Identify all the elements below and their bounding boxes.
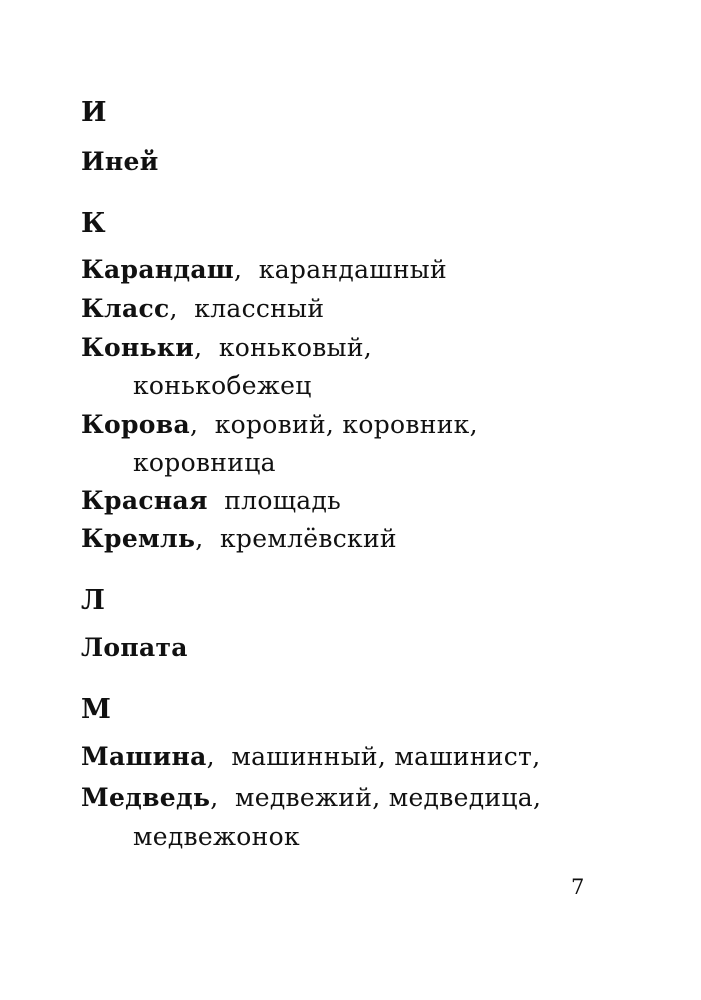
headword: Иней	[81, 147, 159, 176]
dictionary-entry	[81, 740, 540, 774]
derived-words: коровий, коровник,	[214, 410, 478, 439]
derived-words: машинный, машинист,	[231, 742, 541, 771]
derived-words: медвежий, медведица,	[235, 783, 542, 812]
dictionary-entry	[81, 292, 324, 326]
section-letter-l: Л	[81, 585, 106, 616]
dictionary-entry	[81, 145, 159, 179]
section-letter-i: И	[81, 97, 108, 128]
entry-separator: ,	[234, 255, 243, 284]
dictionary-entry	[81, 781, 541, 815]
headword: Карандаш	[81, 255, 235, 284]
entry-separator: ,	[206, 742, 215, 771]
dictionary-entry	[81, 484, 341, 518]
dictionary-entry-continuation: медвежонок	[133, 822, 300, 851]
headword: Корова	[81, 410, 190, 439]
section-letter-m: М	[81, 694, 112, 725]
page-number: 7	[571, 875, 585, 899]
headword: Лопата	[81, 633, 188, 662]
entry-separator: ,	[189, 410, 199, 439]
derived-words: карандашный	[258, 255, 447, 284]
headword: Машина	[81, 742, 207, 771]
derived-words: кремлёвский	[220, 524, 397, 553]
dictionary-entry	[81, 631, 188, 665]
section-letter-k: К	[81, 208, 107, 239]
dictionary-entry-continuation: конькобежец	[133, 371, 312, 400]
dictionary-entry	[81, 522, 397, 556]
entry-separator: ,	[195, 524, 204, 553]
derived-words: площадь	[224, 486, 342, 515]
headword: Класс	[81, 294, 170, 323]
headword: Кремль	[81, 524, 196, 553]
dictionary-entry	[81, 408, 478, 442]
headword: Медведь	[81, 783, 211, 812]
entry-separator: ,	[194, 333, 203, 362]
derived-words: классный	[194, 294, 325, 323]
entry-separator: ,	[210, 783, 219, 812]
headword: Красная	[81, 486, 208, 515]
dictionary-entry	[81, 331, 372, 365]
dictionary-entry-continuation: коровница	[133, 448, 276, 477]
dictionary-entry	[81, 253, 447, 287]
entry-separator: ,	[169, 294, 178, 323]
headword: Коньки	[81, 333, 195, 362]
derived-words: коньковый,	[218, 333, 373, 362]
